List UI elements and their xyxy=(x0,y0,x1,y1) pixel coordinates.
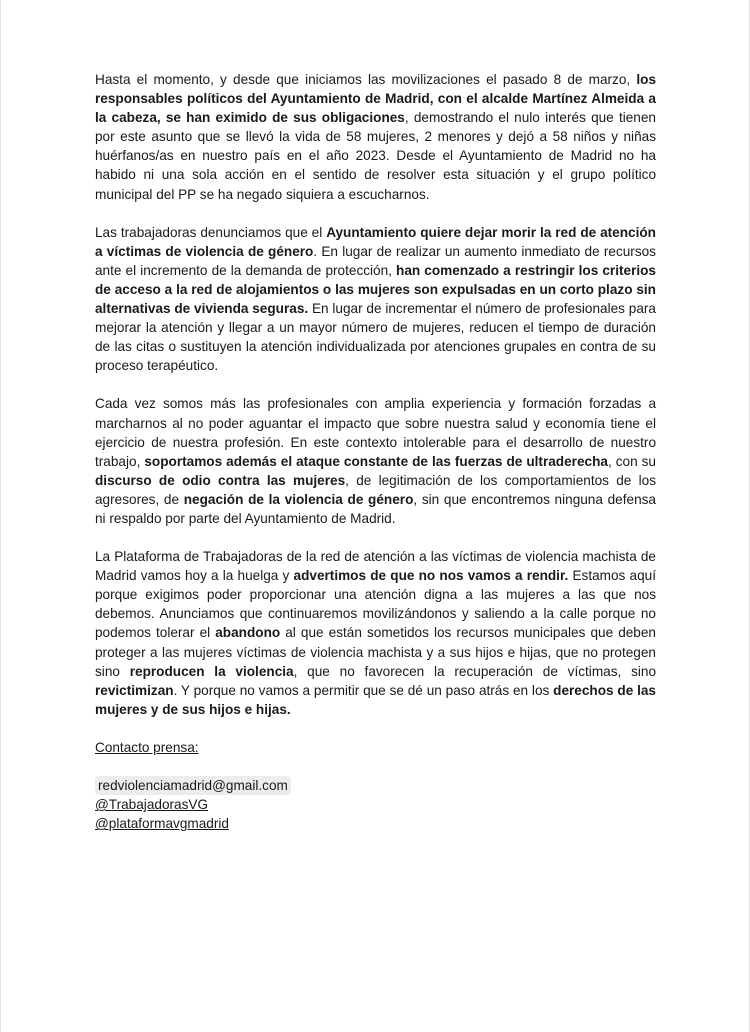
body-text: La Plataforma de Trabajadoras de la red de atención a las víctimas de violencia machista de Madrid vamos hoy a la huelga y xyxy=(95,549,656,584)
contact-label: Contacto prensa: xyxy=(95,739,199,755)
body-text: Estamos aquí porque exigimos poder proporcionar una atención digna a las mujeres a las que nos debemos. Anunciamos que continuaremos movilizándonos y saliendo a la calle porque no podemos tolerar el xyxy=(95,568,656,641)
body-text: , con su xyxy=(607,453,656,469)
body-text: Hasta el momento, y desde que iniciamos las movilizaciones el pasado 8 de marzo, xyxy=(95,72,637,87)
body-text: , sin que encontremos ninguna defensa ni respaldo por parte del Ayuntamiento de Madrid. xyxy=(95,491,656,526)
emphasis-text: los responsables políticos del Ayuntamiento de Madrid, con el alcalde Martínez Almeida a la cabeza, se han eximido de sus obligaciones xyxy=(95,72,656,126)
emphasis-text: derechos de las mujeres y de sus hijos e hijas. xyxy=(95,682,656,717)
emphasis-text: han comenzado a restringir los criterios de acceso a la red de alojamientos o las mujeres son expulsadas en un corto plazo sin alternativas de vivienda seguras. xyxy=(95,262,656,317)
contact-list xyxy=(95,776,656,833)
paragraph-3 xyxy=(95,394,656,528)
emphasis-text: advertimos de que no nos vamos a rendir. xyxy=(293,568,569,584)
emphasis-text: revictimizan xyxy=(95,682,174,698)
contact-instagram[interactable]: @plataformavgmadrid xyxy=(95,816,229,832)
body-text: , que no favorecen la recuperación de víctimas, sino xyxy=(293,663,657,679)
emphasis-text: soportamos además el ataque constante de las fuerzas de ultraderecha xyxy=(144,453,608,469)
body-text: al que están sometidos los recursos municipales que deben proteger a las mujeres víctimas de violencia machista y a sus hijos e hijas, que no protegen sino xyxy=(95,625,656,679)
contact-twitter[interactable]: @TrabajadorasVG xyxy=(95,797,209,813)
paragraph-4 xyxy=(95,547,656,719)
document-body xyxy=(95,70,656,833)
emphasis-text: discurso de odio contra las mujeres xyxy=(95,472,346,488)
body-text: Las trabajadoras denunciamos que el xyxy=(95,224,327,240)
emphasis-text: negación de la violencia de género xyxy=(183,491,414,507)
body-text: , demostrando el nulo interés que tienen por este asunto que se llevó la vida de 58 mujeres, 2 menores y dejó a 58 niños y niñas huérfanos/as en nuestro país en el año 2023. Desde el Ayuntamiento de Madrid no ha habido ni una sola acción en el sentido de resolver esta situación y el grupo político municipal del PP se ha negado siquiera a escucharnos. xyxy=(95,110,656,202)
emphasis-text: reproducen la violencia xyxy=(129,663,294,679)
body-text: . Y porque no vamos a permitir que se dé un paso atrás en los xyxy=(173,682,554,698)
body-text: Cada vez somos más las profesionales con amplia experiencia y formación forzadas a marcharnos al no poder aguantar el impacto que sobre nuestra salud y economía tiene el ejercicio de nuestra profesión. En este contexto intolerable para el desarrollo de nuestro trabajo, xyxy=(95,396,656,469)
emphasis-text: Ayuntamiento quiere dejar morir la red de atención a víctimas de violencia de género xyxy=(95,224,656,259)
body-text: , de legitimación de los comportamientos de los agresores, de xyxy=(95,472,656,507)
paragraph-1 xyxy=(95,70,656,204)
emphasis-text: abandono xyxy=(215,625,281,641)
contact-email[interactable]: redviolenciamadrid@gmail.com xyxy=(95,776,291,795)
paragraph-2 xyxy=(95,223,656,376)
body-text: . En lugar de realizar un aumento inmediato de recursos ante el incremento de la demanda de protección, xyxy=(95,243,656,278)
body-text: En lugar de incrementar el número de profesionales para mejorar la atención y llegar a un mayor número de mujeres, reducen el tiempo de duración de las citas o sustituyen la atención individualizada por atenciones grupales en contra de su proceso terapéutico. xyxy=(95,301,656,374)
